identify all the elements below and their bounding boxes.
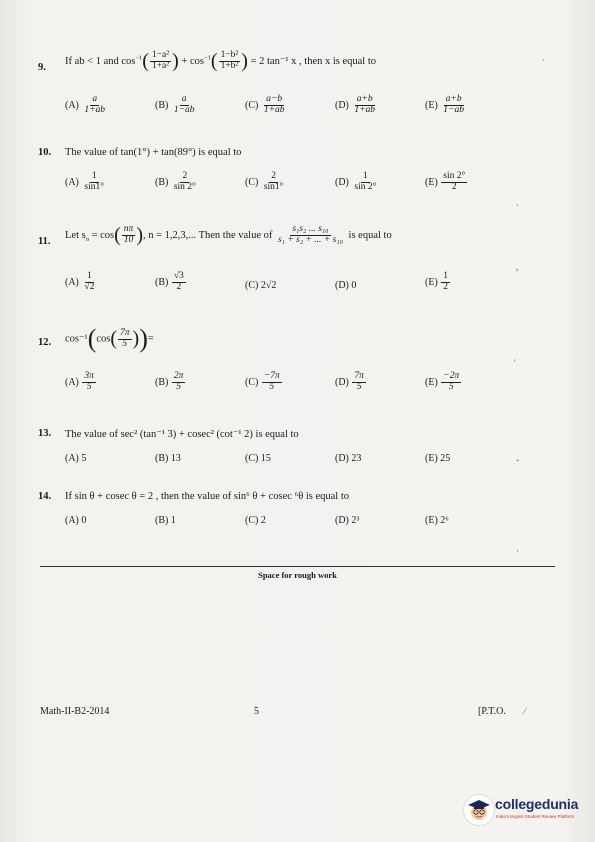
margin-mark: '	[514, 358, 516, 368]
rough-work-divider	[40, 566, 555, 567]
q11-stem-fraction: $\frac{n\pi}{10}$	[123, 224, 134, 245]
q10-option-c: (C) $\frac{2}{\sin 1^\circ}$	[245, 171, 284, 192]
q12-number: 12.	[38, 337, 52, 348]
q9-stem-plus: + cos	[181, 55, 204, 67]
q11-number: 11.	[38, 236, 51, 247]
q14-option-a: (A) 0	[65, 515, 87, 526]
q12-stem: cos⁻¹(cos( $\frac{7\pi}{5}$ ))=	[65, 324, 154, 353]
q14-option-d: (D) 2³	[335, 515, 360, 526]
q9-stem-fraction-1: $\frac{\text{1−a²}}{\text{1+a²}}$	[151, 50, 170, 71]
footer-paper-code: Math-II-B2-2014	[40, 706, 110, 717]
q11-stem: Let $s_n = \cos$( $\frac{n\pi}{10}$ ), n = 1,2,3,... Then the value of $\frac{\text{s₁s₂ ... s₁₀}}{\text{s₁ + s₂ + ... + s₁₀}}$ is equal to	[65, 224, 392, 246]
q9-option-c: (C) $\frac{a-b}{1+ab}$	[245, 94, 285, 115]
margin-mark: ,	[516, 262, 519, 272]
q10-option-b: (B) $\frac{2}{\sin 2^\circ}$	[155, 171, 196, 192]
q9-number: 9.	[38, 62, 46, 73]
q13-stem: The value of sec² (tan⁻¹ 3) + cosec² (cot⁻¹ 2) is equal to	[65, 429, 299, 440]
q10-stem: The value of tan(1°) + tan(89°) is equal to	[65, 147, 242, 158]
q14-option-b: (B) 1	[155, 515, 176, 526]
q11-option-c: (C) 2√2	[245, 280, 277, 291]
margin-mark: ·	[516, 546, 519, 556]
q9-stem-fraction-2: $\frac{\text{1−b²}}{\text{1+b²}}$	[220, 50, 239, 71]
collegedunia-tagline: India's largest Student Review Platform	[496, 814, 575, 819]
graduate-avatar-icon	[463, 794, 495, 826]
q9-option-b: (B) $\frac{a}{1-ab}$	[155, 94, 195, 115]
footer-pto: [P.T.O.	[478, 706, 506, 717]
q9-stem-prefix: If ab < 1 and cos	[65, 55, 136, 67]
margin-mark: ⁄	[524, 706, 526, 716]
q12-option-c: (C) $\frac{-7\pi}{5}$	[245, 371, 280, 392]
rough-work-label: Space for rough work	[258, 570, 337, 580]
q9-option-a: (A) $\frac{a}{1+ab}$	[65, 94, 106, 115]
q12-option-d: (D) $\frac{7\pi}{5}$	[335, 371, 364, 392]
q13-option-a: (A) 5	[65, 453, 87, 464]
q10-option-a: (A) $\frac{1}{\sin 1^\circ}$	[65, 171, 105, 192]
q9-option-d: (D) $\frac{a+b}{1+ab}$	[335, 94, 376, 115]
q12-option-e: (E) $\frac{-2\pi}{5}$	[425, 371, 460, 392]
q12-option-b: (B) $\frac{2\pi}{5}$	[155, 371, 184, 392]
margin-mark: ˇ	[516, 458, 519, 468]
q11-option-b: (B) $\frac{√3}{2}$	[155, 271, 184, 292]
q13-option-b: (B) 13	[155, 453, 181, 464]
collegedunia-wordmark: collegedunia	[495, 796, 579, 812]
q14-option-c: (C) 2	[245, 515, 266, 526]
q9-stem: If ab < 1 and $\cos^{-1}$( $\frac{\text{1−a²}}{\text{1+a²}}$ ) + $\cos^{-1}$( $\frac{\text{1−b²}}{\text{1+b²}}$ ) = 2 tan⁻¹ x , then x is equal to	[65, 50, 377, 72]
q10-option-d: (D) $\frac{1}{\sin 2^\circ}$	[335, 171, 377, 192]
q9-option-e: (E) $\frac{a+b}{1-ab}$	[425, 94, 464, 115]
margin-mark: ˎ	[516, 196, 519, 206]
q13-number: 13.	[38, 428, 52, 439]
q10-number: 10.	[38, 147, 52, 158]
q9-stem-suffix: = 2 tan⁻¹ x , then x is equal to	[250, 55, 377, 67]
q14-number: 14.	[38, 491, 52, 502]
q13-option-c: (C) 15	[245, 453, 271, 464]
q11-option-e: (E) $\frac{1}{2}$	[425, 271, 449, 292]
q14-option-e: (E) 2⁶	[425, 515, 449, 526]
q12-option-a: (A) $\frac{3\pi}{5}$	[65, 371, 94, 392]
q14-stem: If sin θ + cosec θ = 2 , then the value of sin⁶ θ + cosec ⁶θ is equal to	[65, 491, 350, 502]
q11-stem-ratio: $\frac{\text{s₁s₂ ... s₁₀}}{\text{s₁ + s₂ + ... + s₁₀}}$	[277, 224, 343, 245]
footer-page-number: 5	[254, 706, 259, 717]
q13-option-d: (D) 23	[335, 453, 362, 464]
q11-option-d: (D) 0	[335, 280, 357, 291]
margin-mark: ˋ	[542, 58, 545, 68]
q13-option-e: (E) 25	[425, 453, 451, 464]
collegedunia-logo	[463, 792, 587, 832]
q10-option-e: (E) $\frac{\sin 2^\circ}{2}$	[425, 171, 466, 192]
q11-option-a: (A) $\frac{1}{√2}$	[65, 271, 95, 292]
